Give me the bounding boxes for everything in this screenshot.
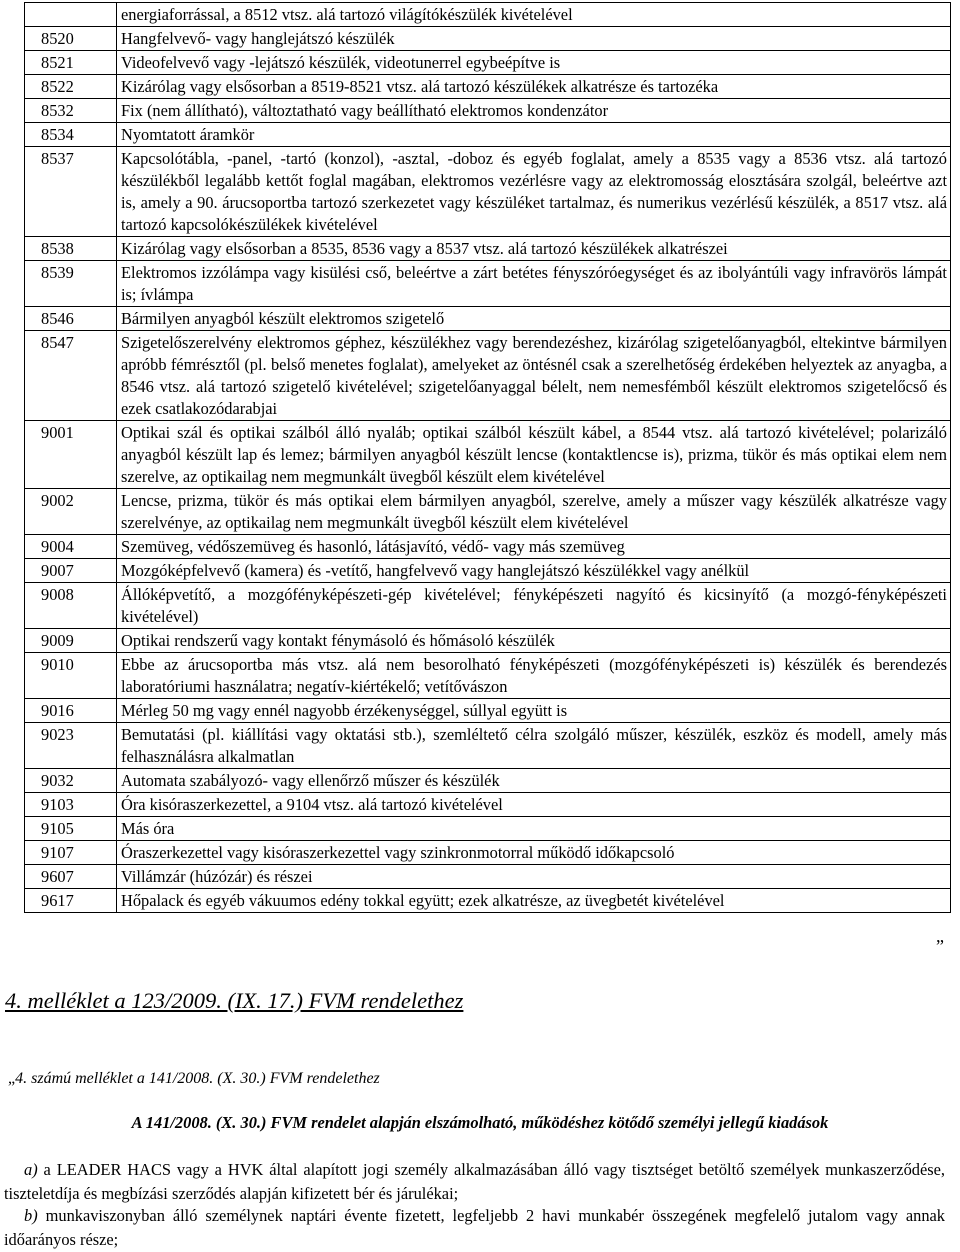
table-row — [25, 653, 951, 699]
annex-title: A 141/2008. (X. 30.) FVM rendelet alapján elszámolható, működéshez kötődő személyi jellegű kiadások — [131, 1113, 829, 1132]
tariff-code-cell: 9007 — [25, 559, 117, 583]
tariff-description-cell: Kizárólag vagy elsősorban a 8519-8521 vtsz. alá tartozó készülékek alkatrésze és tartozéka — [117, 75, 951, 99]
table-row — [25, 3, 951, 27]
tariff-code-cell: 9008 — [25, 583, 117, 629]
tariff-description-cell: Videofelvevő vagy -lejátszó készülék, videotunerrel egybeépítve is — [117, 51, 951, 75]
paragraph-text: munkaviszonyban álló személynek naptári évente fizetett, legfeljebb 2 havi munkabér összegének megfelelő jutalom vagy annak időarányos része; — [4, 1206, 945, 1249]
tariff-description-cell: Automata szabályozó- vagy ellenőrző műszer és készülék — [117, 769, 951, 793]
tariff-description-cell: Más óra — [117, 817, 951, 841]
paragraph-text: a LEADER HACS vagy a HVK által alapított jogi személy alkalmazásában álló vagy tisztséget betöltő személyek munkaszerződése, tiszteletdíja és megbízási szerződés alapján kifizetett bér és járulékai; — [4, 1160, 945, 1203]
closing-quote-mark: ” — [936, 936, 944, 956]
tariff-description-cell: Nyomtatott áramkör — [117, 123, 951, 147]
tariff-code-cell: 8537 — [25, 147, 117, 237]
paragraph-marker: b) — [24, 1206, 38, 1225]
tariff-code-cell: 9009 — [25, 629, 117, 653]
tariff-code-cell: 9617 — [25, 889, 117, 913]
tariff-description-cell: Kizárólag vagy elsősorban a 8535, 8536 vagy a 8537 vtsz. alá tartozó készülékek alkatrészei — [117, 237, 951, 261]
table-row — [25, 889, 951, 913]
tariff-code-cell: 9103 — [25, 793, 117, 817]
tariff-description-cell: Hangfelvevő- vagy hanglejátszó készülék — [117, 27, 951, 51]
tariff-code-cell: 8521 — [25, 51, 117, 75]
table-row — [25, 307, 951, 331]
table-row — [25, 489, 951, 535]
paragraph-marker: a) — [24, 1160, 38, 1179]
tariff-code-cell: 8532 — [25, 99, 117, 123]
tariff-code-cell: 9001 — [25, 421, 117, 489]
tariff-description-cell: Hőpalack és egyéb vákuumos edény tokkal együtt; ezek alkatrésze, az üvegbetét kivételével — [117, 889, 951, 913]
tariff-code-cell: 8539 — [25, 261, 117, 307]
tariff-code-cell: 9010 — [25, 653, 117, 699]
tariff-code-cell: 8546 — [25, 307, 117, 331]
table-row — [25, 421, 951, 489]
table-row — [25, 75, 951, 99]
table-row — [25, 261, 951, 307]
tariff-code-cell: 9002 — [25, 489, 117, 535]
table-row — [25, 723, 951, 769]
annex-reference-text: 4. számú melléklet a 141/2008. (X. 30.) FVM rendelethez — [15, 1070, 380, 1087]
tariff-code-cell: 9105 — [25, 817, 117, 841]
table-row — [25, 51, 951, 75]
paragraph-b — [4, 1204, 945, 1252]
tariff-description-cell: Elektromos izzólámpa vagy kisülési cső, beleértve a zárt betétes fényszóróegységet és az ibolyántúli vagy infravörös lámpát is; ívlámpa — [117, 261, 951, 307]
tariff-description-cell: Villámzár (húzózár) és részei — [117, 865, 951, 889]
tariff-code-cell: 8534 — [25, 123, 117, 147]
tariff-description-cell: Óra kisóraszerkezettel, a 9104 vtsz. alá tartozó kivételével — [117, 793, 951, 817]
tariff-code-cell: 9004 — [25, 535, 117, 559]
tariff-code-cell: 9016 — [25, 699, 117, 723]
table-row — [25, 793, 951, 817]
tariff-code-cell: 9107 — [25, 841, 117, 865]
tariff-description-cell: Lencse, prizma, tükör és más optikai elem bármilyen anyagból, szerelve, amely a műszer vagy készülék alkatrésze vagy szerelvénye, az optikailag nem megmunkált üvegből készült elem kivételével — [117, 489, 951, 535]
table-row — [25, 99, 951, 123]
tariff-description-cell: Fix (nem állítható), változtatható vagy beállítható elektromos kondenzátor — [117, 99, 951, 123]
table-row — [25, 629, 951, 653]
table-row — [25, 865, 951, 889]
table-row — [25, 27, 951, 51]
tariff-description-cell: Szigetelőszerelvény elektromos géphez, készülékhez vagy berendezéshez, kizárólag szigetelőanyagból, eltekintve bármilyen apróbb fémrésztől (pl. belső menetes foglalat), amelyeket az öntésnél csak a szerelhetőség érdekében helyeztek az anyagba, a 8546 vtsz. alá tartozó szigetelő kivételével; szigetelőanyaggal bélelt, nem nemesfémből készült elektromos szigetelőcső és ezek csatlakozódarabjai — [117, 331, 951, 421]
paragraph-a — [4, 1158, 945, 1206]
tariff-code-table-body — [25, 3, 951, 913]
tariff-code-cell: 8522 — [25, 75, 117, 99]
table-row — [25, 769, 951, 793]
tariff-code-cell: 9607 — [25, 865, 117, 889]
tariff-description-cell: Szemüveg, védőszemüveg és hasonló, látásjavító, védő- vagy más szemüveg — [117, 535, 951, 559]
opening-quote-mark: „ — [8, 1070, 16, 1087]
table-row — [25, 817, 951, 841]
tariff-description-cell: energiaforrással, a 8512 vtsz. alá tartozó világítókészülék kivételével — [117, 3, 951, 27]
table-row — [25, 841, 951, 865]
tariff-code-cell: 9023 — [25, 723, 117, 769]
tariff-code-cell: 9032 — [25, 769, 117, 793]
tariff-description-cell: Optikai rendszerű vagy kontakt fénymásoló és hőmásoló készülék — [117, 629, 951, 653]
tariff-description-cell: Optikai szál és optikai szálból álló nyaláb; optikai szálból készült kábel, a 8544 vtsz. alá tartozó kivételével; polarizáló anyagból készült lap és lemez; bármilyen anyagból készült lencse (kontaktlencse is), prizma, tükör és más optikai elem nem szerelve, az optikailag nem megmunkált üvegből készült elem kivételével — [117, 421, 951, 489]
tariff-description-cell: Állóképvetítő, a mozgófényképészeti-gép kivételével; fényképészeti nagyító és kicsinyítő (a mozgó-fényképészeti kivételével) — [117, 583, 951, 629]
table-row — [25, 699, 951, 723]
table-row — [25, 583, 951, 629]
table-row — [25, 123, 951, 147]
table-row — [25, 535, 951, 559]
tariff-code-cell: 8520 — [25, 27, 117, 51]
table-row — [25, 237, 951, 261]
tariff-description-cell: Mérleg 50 mg vagy ennél nagyobb érzékenységgel, súllyal együtt is — [117, 699, 951, 723]
annex-heading: 4. melléklet a 123/2009. (IX. 17.) FVM rendelethez — [5, 988, 464, 1013]
table-row — [25, 147, 951, 237]
tariff-description-cell: Óraszerkezettel vagy kisóraszerkezettel vagy szinkronmotorral működő időkapcsoló — [117, 841, 951, 865]
annex-reference — [8, 1068, 380, 1090]
table-row — [25, 331, 951, 421]
table-row — [25, 559, 951, 583]
tariff-description-cell: Mozgóképfelvevő (kamera) és -vetítő, hangfelvevő vagy hanglejátszó készülékkel vagy anélkül — [117, 559, 951, 583]
tariff-code-cell: 8538 — [25, 237, 117, 261]
tariff-code-cell: 8547 — [25, 331, 117, 421]
tariff-description-cell: Kapcsolótábla, -panel, -tartó (konzol), -asztal, -doboz és egyéb foglalat, amely a 8535 vagy a 8536 vtsz. alá tartozó készülékből legalább kettőt foglal magában, elektromos vezérlésre vagy az elektromosság elosztására szolgál, beleértve azt is, amely a 90. árucsoportba tartozó szerkezetet vagy készüléket tartalmaz, és numerikus vezérlésű készülék, a 8517 vtsz. alá tartozó kapcsolókészülékek kivételével — [117, 147, 951, 237]
tariff-code-cell — [25, 3, 117, 27]
tariff-description-cell: Bármilyen anyagból készült elektromos szigetelő — [117, 307, 951, 331]
tariff-code-table — [24, 2, 951, 913]
tariff-description-cell: Bemutatási (pl. kiállítási vagy oktatási stb.), szemléltető célra szolgáló műszer, készülék, eszköz és modell, amely más felhasználásra alkalmatlan — [117, 723, 951, 769]
tariff-description-cell: Ebbe az árucsoportba más vtsz. alá nem besorolható fényképészeti (mozgófényképészeti is) készülék és berendezés laboratóriumi használatra; negatív-kiértékelő; vetítővászon — [117, 653, 951, 699]
